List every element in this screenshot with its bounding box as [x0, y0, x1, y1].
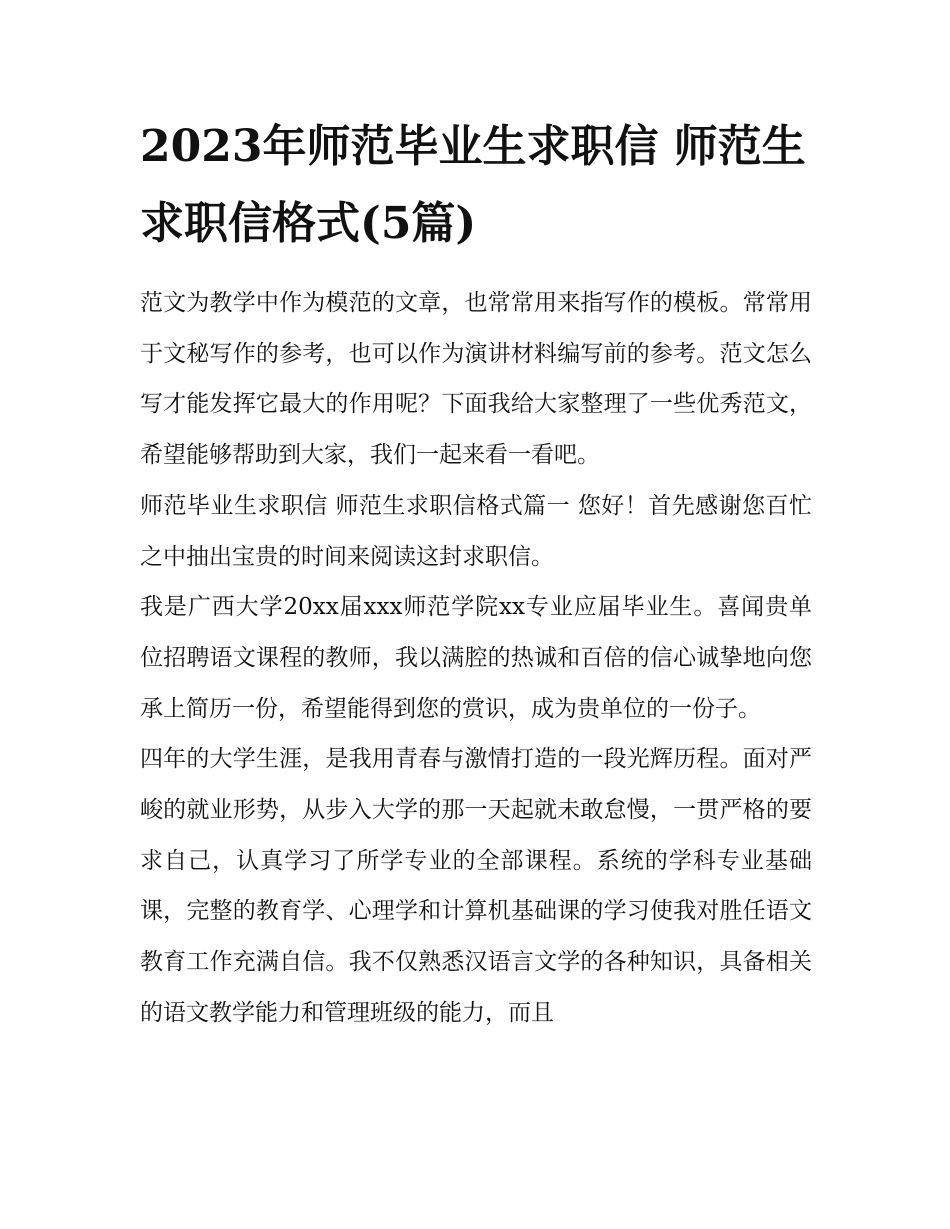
document-page	[140, 108, 812, 1039]
document-body	[140, 278, 812, 1039]
paragraph-introduction-self: 我是广西大学20xx届xxx师范学院xx专业应届毕业生。喜闻贵单位招聘语文课程的教师，我以满腔的热诚和百倍的信心诚挚地向您承上简历一份，希望能得到您的赏识，成为贵单位的一份子。	[140, 594, 812, 722]
paragraph-intro: 范文为教学中作为模范的文章，也常常用来指写作的模板。常常用于文秘写作的参考，也可以作为演讲材料编写前的参考。范文怎么写才能发挥它最大的作用呢？下面我给大家整理了一些优秀范文，希望能够帮助到大家，我们一起来看一看吧。	[140, 290, 812, 469]
paragraph-university-life: 四年的大学生涯，是我用青春与激情打造的一段光辉历程。面对严峻的就业形势，从步入大学的那一天起就未敢怠慢，一贯严格的要求自己，认真学习了所学专业的全部课程。系统的学科专业基础课，完整的教育学、心理学和计算机基础课的学习使我对胜任语文教育工作充满自信。我不仅熟悉汉语言文学的各种知识，具备相关的语文教学能力和管理班级的能力，而且	[140, 746, 812, 1026]
document-title: 2023年师范毕业生求职信 师范生求职信格式(5篇)	[140, 121, 806, 249]
paragraph-greeting: 师范毕业生求职信 师范生求职信格式篇一 您好！首先感谢您百忙之中抽出宝贵的时间来阅读这封求职信。	[140, 492, 812, 570]
